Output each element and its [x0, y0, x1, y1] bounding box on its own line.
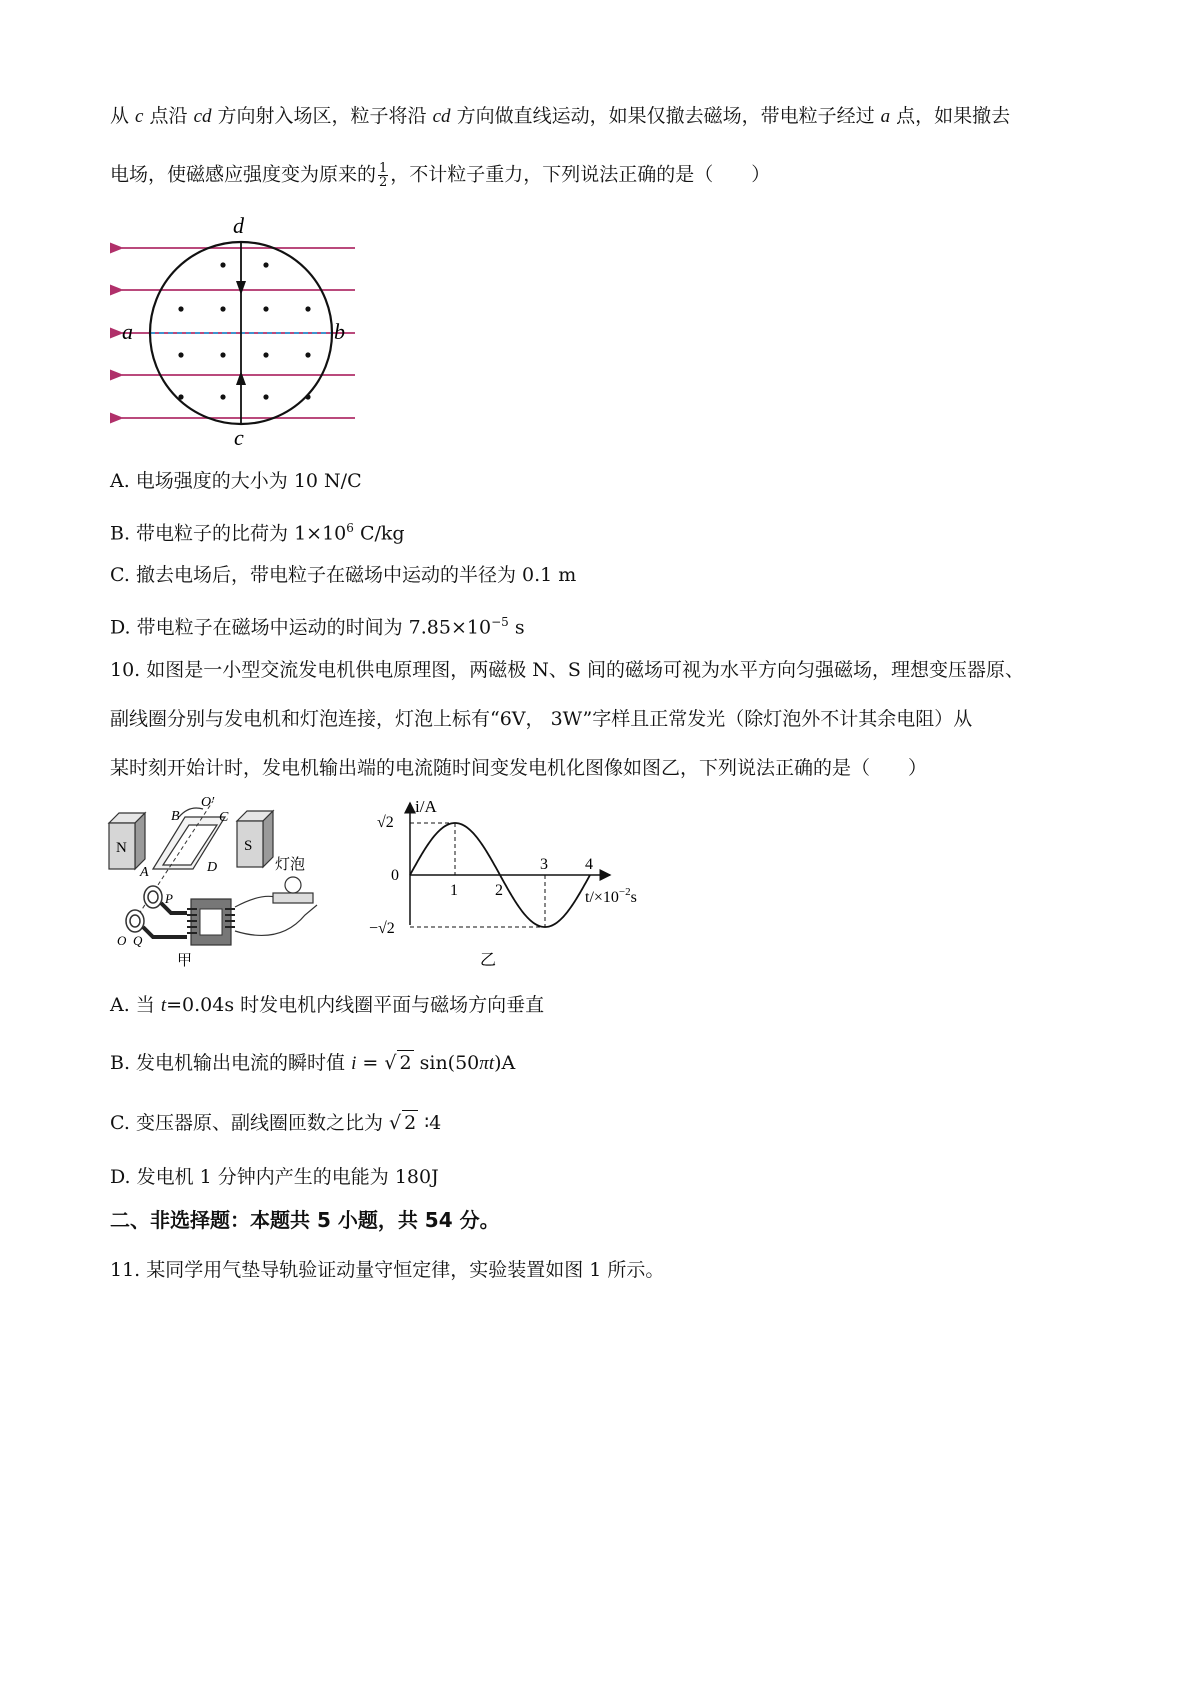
slip-rings [126, 886, 162, 932]
q10-option-d: D. 发电机 1 分钟内产生的电能为 180J [110, 1166, 439, 1188]
label-p: P [165, 891, 173, 906]
caption-yi: 乙 [480, 950, 497, 969]
text: )A [494, 1052, 516, 1074]
q9-field-figure [110, 215, 370, 450]
q10-option-b [110, 1050, 515, 1076]
y-tick-bottom: −√2 [369, 920, 395, 937]
fraction-half [378, 162, 388, 189]
var-cd: cd [193, 106, 212, 127]
magnet-s [237, 811, 273, 867]
sqrt-radicand: 2 [404, 1112, 417, 1134]
x-tick-label: 4 [585, 856, 593, 873]
q9-option-d [110, 610, 525, 639]
label-b: b [334, 319, 345, 344]
text: D. 带电粒子在磁场中运动的时间为 7.85×10 [110, 616, 492, 639]
generator-figure [105, 795, 345, 970]
label-c: C [219, 810, 229, 825]
text: 点，如果撤去 [890, 105, 1011, 127]
text: A. 当 [110, 994, 161, 1016]
q10-line-2: 副线圈分别与发电机和灯泡连接，灯泡上标有“6V， 3W”字样且正常发光（除灯泡外不计其余电阻）从 [110, 708, 973, 730]
x-tick-label: 2 [495, 882, 503, 899]
text: B. 发电机输出电流的瞬时值 [110, 1052, 352, 1074]
var-i: i [351, 1053, 357, 1074]
arrow-down-icon [236, 281, 246, 295]
section-heading: 二、非选择题：本题共 5 小题，共 54 分。 [110, 1208, 500, 1232]
var-cd: cd [432, 106, 451, 127]
y-axis-label: i/A [415, 797, 437, 816]
label-o: O [117, 933, 127, 948]
x-axis-label: $t/\times 10^{-2}s$ [585, 886, 637, 906]
text: B. 带电粒子的比荷为 1×10 [110, 522, 347, 545]
current-time-chart [355, 795, 665, 970]
q9-option-a: A. 电场强度的大小为 10 N/C [110, 470, 362, 492]
sqrt-sign: √ [388, 1112, 402, 1134]
q9-option-c: C. 撤去电场后，带电粒子在磁场中运动的半径为 0.1 m [110, 564, 577, 586]
text: 点沿 [143, 105, 194, 127]
label-c: c [234, 425, 244, 450]
q11-line-1: 11. 某同学用气垫导轨验证动量守恒定律，实验装置如图 1 所示。 [110, 1259, 665, 1281]
label-a: A [140, 865, 149, 880]
y-tick-zero: 0 [391, 867, 399, 884]
sqrt-radicand: 2 [399, 1052, 412, 1074]
magnet-n [109, 813, 145, 869]
text: 电场，使磁感应强度变为原来的 [110, 163, 377, 186]
text: = [356, 1052, 385, 1074]
y-tick-top: √2 [377, 814, 394, 831]
label-d: D [207, 860, 218, 875]
q10-option-a [110, 993, 544, 1018]
q10-option-c [110, 1110, 441, 1135]
q10-line-3: 某时刻开始计时，发电机输出端的电流随时间变发电机化图像如图乙，下列说法正确的是（ ） [110, 757, 928, 779]
text: 方向做直线运动，如果仅撤去磁场，带电粒子经过 [450, 105, 881, 127]
bulb-icon [273, 877, 313, 903]
fraction-denominator: 2 [379, 175, 388, 190]
text: sin(50 [413, 1052, 480, 1074]
x-tick-label: 1 [450, 882, 458, 899]
text: C/kg [353, 522, 405, 545]
text: C. 变压器原、副线圈匝数之比为 [110, 1112, 389, 1134]
q9-line-1 [110, 104, 1010, 129]
label-o-prime: O′ [201, 795, 215, 810]
arrow-up-icon [236, 371, 246, 385]
text: =0.04s 时发电机内线圈平面与磁场方向垂直 [166, 994, 545, 1016]
label-a: a [122, 319, 133, 344]
rotation-arrow-icon [179, 808, 203, 817]
label-b: B [171, 809, 180, 824]
q9-option-b [110, 516, 405, 545]
label-s: S [244, 838, 253, 854]
text: ，不计粒子重力，下列说法正确的是（ ） [390, 163, 771, 186]
sqrt-sign: √ [384, 1052, 397, 1074]
superscript: 6 [346, 521, 354, 535]
label-q: Q [133, 933, 143, 948]
x-tick-labels [450, 856, 593, 899]
transformer [187, 899, 235, 945]
var-a: a [880, 106, 891, 127]
q9-line-2 [110, 162, 770, 189]
text: s [508, 616, 525, 639]
superscript: −5 [491, 615, 509, 629]
brush-q [143, 927, 187, 937]
text: 方向射入场区，粒子将沿 [211, 105, 433, 127]
var-t: t [160, 995, 167, 1016]
electric-field-lines [122, 248, 355, 418]
text: ∶4 [418, 1112, 442, 1134]
x-tick-label: 3 [540, 856, 548, 873]
var-pi: π [479, 1053, 489, 1074]
q10-line-1: 10. 如图是一小型交流发电机供电原理图，两磁极 N、S 间的磁场可视为水平方向匀强磁场，理想变压器原、 [110, 659, 1024, 681]
caption-jia: 甲 [177, 951, 193, 969]
var-c: c [135, 106, 144, 127]
text: 从 [110, 105, 136, 127]
label-n: N [116, 840, 127, 856]
var-t: t [488, 1053, 495, 1074]
fraction-numerator: 1 [379, 161, 388, 176]
label-d: d [233, 215, 244, 238]
label-bulb: 灯泡 [275, 855, 306, 873]
